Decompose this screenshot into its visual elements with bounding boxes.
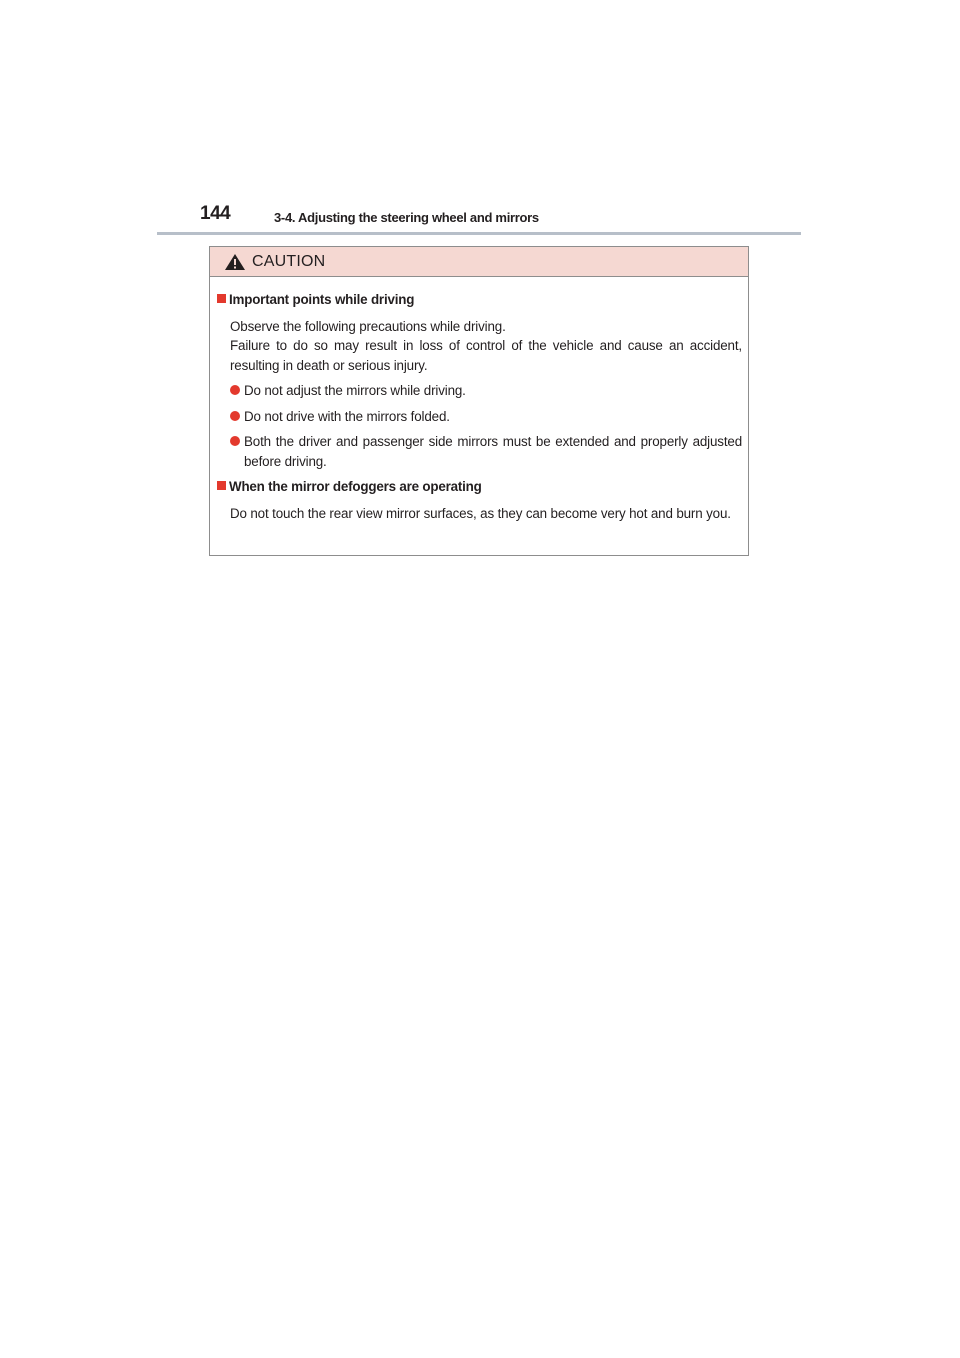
list-item xyxy=(217,407,742,427)
warning-triangle-icon xyxy=(224,253,246,271)
page-number: 144 xyxy=(200,203,231,224)
section-heading xyxy=(217,477,742,497)
paragraph-line: Observe the following precautions while driving. xyxy=(230,318,506,334)
list-item xyxy=(217,381,742,401)
paragraph-line: Do not touch the rear view mirror surfaces, as they can become very hot and burn you. xyxy=(230,505,731,521)
paragraph-line: Failure to do so may result in loss of control of the vehicle and cause an accident, resulting in death or serious injury. xyxy=(230,338,742,373)
circle-bullet-icon xyxy=(230,411,240,421)
caution-box xyxy=(209,246,749,556)
list-item-text: Do not drive with the mirrors folded. xyxy=(244,408,450,424)
list-item-text: Do not adjust the mirrors while driving. xyxy=(244,383,466,398)
square-bullet-icon xyxy=(217,294,226,303)
list-item xyxy=(217,432,742,471)
square-bullet-icon xyxy=(217,481,226,490)
circle-bullet-icon xyxy=(230,436,240,446)
section-heading-text: When the mirror defoggers are operating xyxy=(229,479,482,494)
section-paragraph xyxy=(217,317,742,376)
caution-title: CAUTION xyxy=(252,252,326,270)
section-paragraph xyxy=(217,504,742,524)
caution-header xyxy=(210,247,748,277)
section-heading-text: Important points while driving xyxy=(229,292,415,307)
list-item-text: Both the driver and passenger side mirrors must be extended and properly adjusted before driving. xyxy=(244,434,742,469)
circle-bullet-icon xyxy=(230,385,240,395)
section-title: 3-4. Adjusting the steering wheel and mirrors xyxy=(274,210,539,225)
header-rule xyxy=(157,232,801,235)
caution-body xyxy=(210,277,748,523)
section-heading xyxy=(217,290,742,310)
